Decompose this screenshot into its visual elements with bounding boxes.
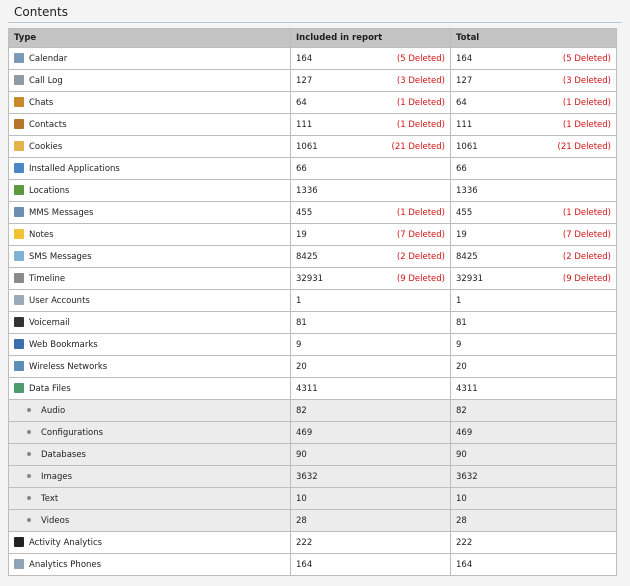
type-label: Chats: [29, 98, 54, 108]
deleted-count: (9 Deleted): [562, 273, 611, 284]
included-value: 81: [296, 317, 307, 328]
type-cell: [9, 400, 291, 422]
deleted-count: (3 Deleted): [562, 75, 611, 86]
chats-icon: [14, 97, 24, 107]
included-value: 32931: [296, 273, 324, 284]
total-value: 81: [456, 317, 467, 328]
table-row: [9, 224, 617, 246]
type-label: Call Log: [29, 76, 63, 86]
included-value: 64: [296, 97, 307, 108]
total-value: 82: [456, 405, 467, 416]
wireless-networks-icon: [14, 361, 24, 371]
type-label: Text: [41, 493, 59, 504]
table-row: [9, 246, 617, 268]
deleted-count: (1 Deleted): [396, 119, 445, 130]
included-value: 20: [296, 361, 307, 372]
contacts-icon: [14, 119, 24, 129]
timeline-icon: [14, 273, 24, 283]
table-row: [9, 180, 617, 202]
total-value: 469: [456, 427, 473, 438]
type-label: Activity Analytics: [29, 538, 103, 548]
included-cell: [291, 180, 451, 202]
type-cell: [9, 202, 291, 224]
type-label: User Accounts: [29, 296, 90, 306]
total-value: 90: [456, 449, 467, 460]
deleted-count: (1 Deleted): [396, 207, 445, 218]
call-log-icon: [14, 75, 24, 85]
type-cell: [9, 224, 291, 246]
total-cell: [451, 378, 617, 400]
data-files-icon: [14, 383, 24, 393]
notes-icon: [14, 229, 24, 239]
type-cell: [9, 92, 291, 114]
type-label: Timeline: [29, 274, 66, 284]
total-value: 111: [456, 119, 473, 130]
total-value: 32931: [456, 273, 484, 284]
included-cell: [291, 224, 451, 246]
type-cell: [9, 554, 291, 576]
included-value: 164: [296, 53, 313, 64]
installed-applications-icon: [14, 163, 24, 173]
cookies-icon: [14, 141, 24, 151]
included-cell: [291, 48, 451, 70]
total-value: 222: [456, 537, 473, 548]
mms-messages-icon: [14, 207, 24, 217]
included-value: 164: [296, 559, 313, 570]
section-title: Contents: [8, 2, 622, 23]
type-label: Contacts: [29, 120, 67, 130]
total-cell: [451, 48, 617, 70]
deleted-count: (5 Deleted): [562, 53, 611, 64]
table-subrow: [9, 444, 617, 466]
deleted-count: (1 Deleted): [562, 207, 611, 218]
total-cell: [451, 444, 617, 466]
table-row: [9, 290, 617, 312]
table-subrow: [9, 400, 617, 422]
total-value: 1061: [456, 141, 478, 152]
total-value: 10: [456, 493, 467, 504]
table-row: [9, 114, 617, 136]
type-label: Wireless Networks: [29, 362, 108, 372]
table-row: [9, 554, 617, 576]
total-cell: [451, 158, 617, 180]
included-cell: [291, 488, 451, 510]
type-label: Configurations: [41, 427, 104, 438]
user-accounts-icon: [14, 295, 24, 305]
total-cell: [451, 114, 617, 136]
included-cell: [291, 510, 451, 532]
table-row: [9, 334, 617, 356]
type-cell: [9, 114, 291, 136]
included-value: 8425: [296, 251, 318, 262]
type-label: Videos: [41, 515, 70, 526]
type-cell: [9, 312, 291, 334]
type-cell: [9, 246, 291, 268]
column-header-total: Total: [451, 29, 617, 48]
included-cell: [291, 202, 451, 224]
type-cell: [9, 180, 291, 202]
included-cell: [291, 554, 451, 576]
total-value: 8425: [456, 251, 478, 262]
total-value: 19: [456, 229, 467, 240]
included-cell: [291, 334, 451, 356]
type-label: Notes: [29, 230, 54, 240]
type-label: Calendar: [29, 54, 68, 64]
type-cell: [9, 70, 291, 92]
table-row: [9, 92, 617, 114]
total-cell: [451, 180, 617, 202]
total-cell: [451, 92, 617, 114]
deleted-count: (7 Deleted): [396, 229, 445, 240]
table-subrow: [9, 422, 617, 444]
deleted-count: (5 Deleted): [396, 53, 445, 64]
included-value: 28: [296, 515, 307, 526]
deleted-count: (21 Deleted): [391, 141, 445, 152]
total-value: 127: [456, 75, 473, 86]
total-value: 66: [456, 163, 467, 174]
included-value: 1336: [296, 185, 318, 196]
total-value: 164: [456, 53, 473, 64]
table-row: [9, 136, 617, 158]
type-cell: [9, 466, 291, 488]
bullet-icon: [27, 408, 31, 412]
total-cell: [451, 488, 617, 510]
type-cell: [9, 422, 291, 444]
type-cell: [9, 268, 291, 290]
deleted-count: (7 Deleted): [562, 229, 611, 240]
type-label: Data Files: [29, 384, 71, 394]
included-value: 90: [296, 449, 307, 460]
type-label: Analytics Phones: [29, 560, 102, 570]
locations-icon: [14, 185, 24, 195]
total-cell: [451, 334, 617, 356]
type-label: Web Bookmarks: [29, 340, 98, 350]
type-cell: [9, 510, 291, 532]
table-header-row: [9, 29, 617, 48]
table-row: [9, 312, 617, 334]
contents-table: [8, 28, 617, 576]
total-cell: [451, 554, 617, 576]
total-value: 20: [456, 361, 467, 372]
included-value: 66: [296, 163, 307, 174]
type-label: Audio: [41, 405, 66, 416]
included-value: 469: [296, 427, 313, 438]
type-label: Images: [41, 471, 73, 482]
deleted-count: (2 Deleted): [396, 251, 445, 262]
included-cell: [291, 532, 451, 554]
total-cell: [451, 224, 617, 246]
type-label: Locations: [29, 186, 70, 196]
type-cell: [9, 136, 291, 158]
total-value: 64: [456, 97, 467, 108]
type-cell: [9, 488, 291, 510]
included-cell: [291, 356, 451, 378]
included-cell: [291, 378, 451, 400]
total-cell: [451, 400, 617, 422]
included-cell: [291, 70, 451, 92]
included-value: 127: [296, 75, 313, 86]
table-subrow: [9, 510, 617, 532]
total-cell: [451, 290, 617, 312]
deleted-count: (1 Deleted): [562, 97, 611, 108]
deleted-count: (1 Deleted): [396, 97, 445, 108]
type-label: Installed Applications: [29, 164, 120, 174]
included-cell: [291, 136, 451, 158]
total-value: 9: [456, 339, 462, 350]
table-row: [9, 202, 617, 224]
table-subrow: [9, 488, 617, 510]
type-label: Databases: [41, 449, 86, 460]
included-cell: [291, 466, 451, 488]
column-header-type: Type: [9, 29, 291, 48]
included-value: 10: [296, 493, 307, 504]
table-row: [9, 268, 617, 290]
total-cell: [451, 356, 617, 378]
total-cell: [451, 422, 617, 444]
type-cell: [9, 444, 291, 466]
included-value: 1061: [296, 141, 318, 152]
activity-analytics-icon: [14, 537, 24, 547]
included-value: 4311: [296, 383, 318, 394]
type-label: SMS Messages: [29, 252, 92, 262]
type-cell: [9, 532, 291, 554]
table-body: [9, 48, 617, 576]
bullet-icon: [27, 518, 31, 522]
type-cell: [9, 48, 291, 70]
deleted-count: (21 Deleted): [557, 141, 611, 152]
analytics-phones-icon: [14, 559, 24, 569]
bullet-icon: [27, 474, 31, 478]
type-cell: [9, 158, 291, 180]
deleted-count: (9 Deleted): [396, 273, 445, 284]
included-value: 455: [296, 207, 313, 218]
total-value: 1336: [456, 185, 478, 196]
total-value: 3632: [456, 471, 478, 482]
contents-section: [8, 0, 622, 23]
total-value: 164: [456, 559, 473, 570]
included-cell: [291, 158, 451, 180]
table-row: [9, 48, 617, 70]
total-cell: [451, 136, 617, 158]
deleted-count: (1 Deleted): [562, 119, 611, 130]
bullet-icon: [27, 430, 31, 434]
deleted-count: (2 Deleted): [562, 251, 611, 262]
included-value: 82: [296, 405, 307, 416]
included-cell: [291, 312, 451, 334]
table-row: [9, 532, 617, 554]
total-cell: [451, 466, 617, 488]
type-cell: [9, 378, 291, 400]
included-cell: [291, 290, 451, 312]
total-cell: [451, 312, 617, 334]
included-cell: [291, 400, 451, 422]
included-cell: [291, 422, 451, 444]
bullet-icon: [27, 496, 31, 500]
included-value: 19: [296, 229, 307, 240]
type-label: Cookies: [29, 142, 63, 152]
total-cell: [451, 202, 617, 224]
table-subrow: [9, 466, 617, 488]
table-row: [9, 158, 617, 180]
column-header-included: Included in report: [291, 29, 451, 48]
included-cell: [291, 268, 451, 290]
total-value: 1: [456, 295, 462, 306]
calendar-icon: [14, 53, 24, 63]
table-row: [9, 70, 617, 92]
bullet-icon: [27, 452, 31, 456]
deleted-count: (3 Deleted): [396, 75, 445, 86]
total-cell: [451, 532, 617, 554]
table-row: [9, 378, 617, 400]
total-cell: [451, 70, 617, 92]
total-value: 455: [456, 207, 473, 218]
included-cell: [291, 92, 451, 114]
total-cell: [451, 246, 617, 268]
web-bookmarks-icon: [14, 339, 24, 349]
included-value: 1: [296, 295, 302, 306]
included-cell: [291, 114, 451, 136]
included-value: 222: [296, 537, 313, 548]
included-value: 111: [296, 119, 313, 130]
type-cell: [9, 334, 291, 356]
sms-messages-icon: [14, 251, 24, 261]
total-value: 4311: [456, 383, 478, 394]
type-label: MMS Messages: [29, 208, 94, 218]
included-value: 9: [296, 339, 302, 350]
total-cell: [451, 510, 617, 532]
total-cell: [451, 268, 617, 290]
voicemail-icon: [14, 317, 24, 327]
type-cell: [9, 356, 291, 378]
type-cell: [9, 290, 291, 312]
table-row: [9, 356, 617, 378]
included-value: 3632: [296, 471, 318, 482]
included-cell: [291, 246, 451, 268]
type-label: Voicemail: [29, 318, 70, 328]
included-cell: [291, 444, 451, 466]
total-value: 28: [456, 515, 467, 526]
